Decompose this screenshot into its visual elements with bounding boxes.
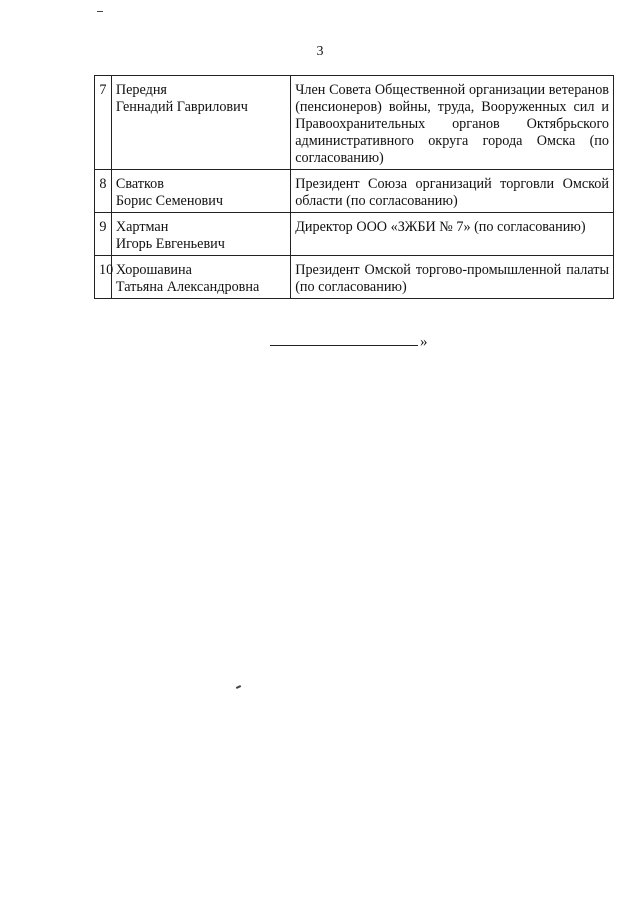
scan-speck bbox=[97, 11, 103, 12]
member-surname: Хорошавина bbox=[115, 262, 192, 278]
members-table bbox=[94, 75, 614, 299]
member-given-names: Геннадий Гаврилович bbox=[115, 99, 248, 115]
row-number: 9 bbox=[95, 213, 112, 256]
member-surname: Сватков bbox=[115, 176, 164, 192]
closing-line bbox=[270, 334, 450, 351]
row-number: 7 bbox=[95, 76, 112, 170]
member-role: Президент Омской торгово-промышленной палаты (по согласованию) bbox=[291, 256, 614, 299]
member-name bbox=[111, 256, 290, 299]
member-surname: Передня bbox=[115, 82, 167, 98]
table-row bbox=[95, 170, 614, 213]
row-number: 8 bbox=[95, 170, 112, 213]
table-row bbox=[95, 213, 614, 256]
closing-quote-mark: » bbox=[420, 334, 428, 350]
page-number: 3 bbox=[316, 44, 324, 59]
member-given-names: Игорь Евгеньевич bbox=[115, 236, 225, 252]
closing-rule bbox=[270, 345, 418, 346]
row-number: 10 bbox=[95, 256, 112, 299]
member-role: Президент Союза организаций торговли Омской области (по согласованию) bbox=[291, 170, 614, 213]
member-given-names: Татьяна Александровна bbox=[115, 279, 260, 295]
member-surname: Хартман bbox=[115, 219, 169, 235]
member-name bbox=[111, 170, 290, 213]
member-name bbox=[111, 213, 290, 256]
scan-speck bbox=[236, 685, 241, 689]
member-role: Член Совета Общественной организации ветеранов (пенсионеров) войны, труда, Вооруженных сил и Правоохранительных органов Октябрьского административного округа города Омска (по согласованию) bbox=[291, 76, 614, 170]
member-role: Директор ООО «ЗЖБИ № 7» (по согласованию) bbox=[291, 213, 614, 256]
table-row bbox=[95, 256, 614, 299]
member-given-names: Борис Семенович bbox=[115, 193, 223, 209]
member-name bbox=[111, 76, 290, 170]
table-row bbox=[95, 76, 614, 170]
